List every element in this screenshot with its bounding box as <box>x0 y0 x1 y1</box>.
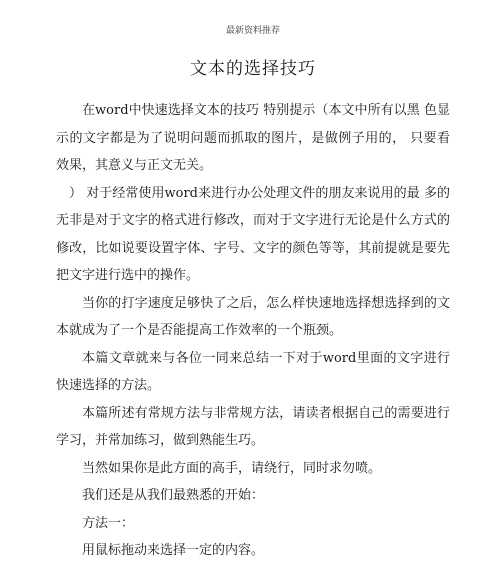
paragraph-method-one: 方法一： <box>82 515 135 531</box>
paragraph-methods: 本篇所述有常规方法与非常规方法，请读者根据自己的需要进行学习，并常加练习，做到熟能生巧。 <box>56 405 450 448</box>
paragraph-mouse-drag: 用鼠标拖动来选择一定的内容。 <box>82 543 265 558</box>
paragraph-summary: 本篇文章就来与各位一同来总结一下对于word里面的文字进行 快速选择的方法。 <box>56 350 450 393</box>
paragraph-intro: 在word中快速选择文本的技巧 特别提示（本文中所有以黑 色显示的文字都是为了说明问题而抓取的图片，是做例子用的， 只要看效果，其意义与正文无关。 <box>56 103 450 173</box>
document-body <box>56 97 450 565</box>
paragraph-typing-speed: 当你的打字速度足够快了之后，怎么样快速地选择想选择到的文本就成为了一个是否能提高工作效率的一个瓶颈。 <box>56 295 450 338</box>
paragraph-start: 我们还是从我们最熟悉的开始： <box>82 488 265 503</box>
paragraph-word-usage: ） 对于经常使用word来进行办公处理文件的朋友来说用的最 多的无非是对于文字的格式进行修改，而对于文字进行无论是什么方式的修改，比如说要设置字体、字号、文字的颜色等等，其前提就是要先把文字进行选中的操作。 <box>56 185 450 283</box>
document-title: 文本的选择技巧 <box>190 59 316 79</box>
page-header: 最新资料推荐 <box>225 26 280 36</box>
paragraph-experts: 当然如果你是此方面的高手，请绕行，同时求勿喷。 <box>82 460 382 476</box>
